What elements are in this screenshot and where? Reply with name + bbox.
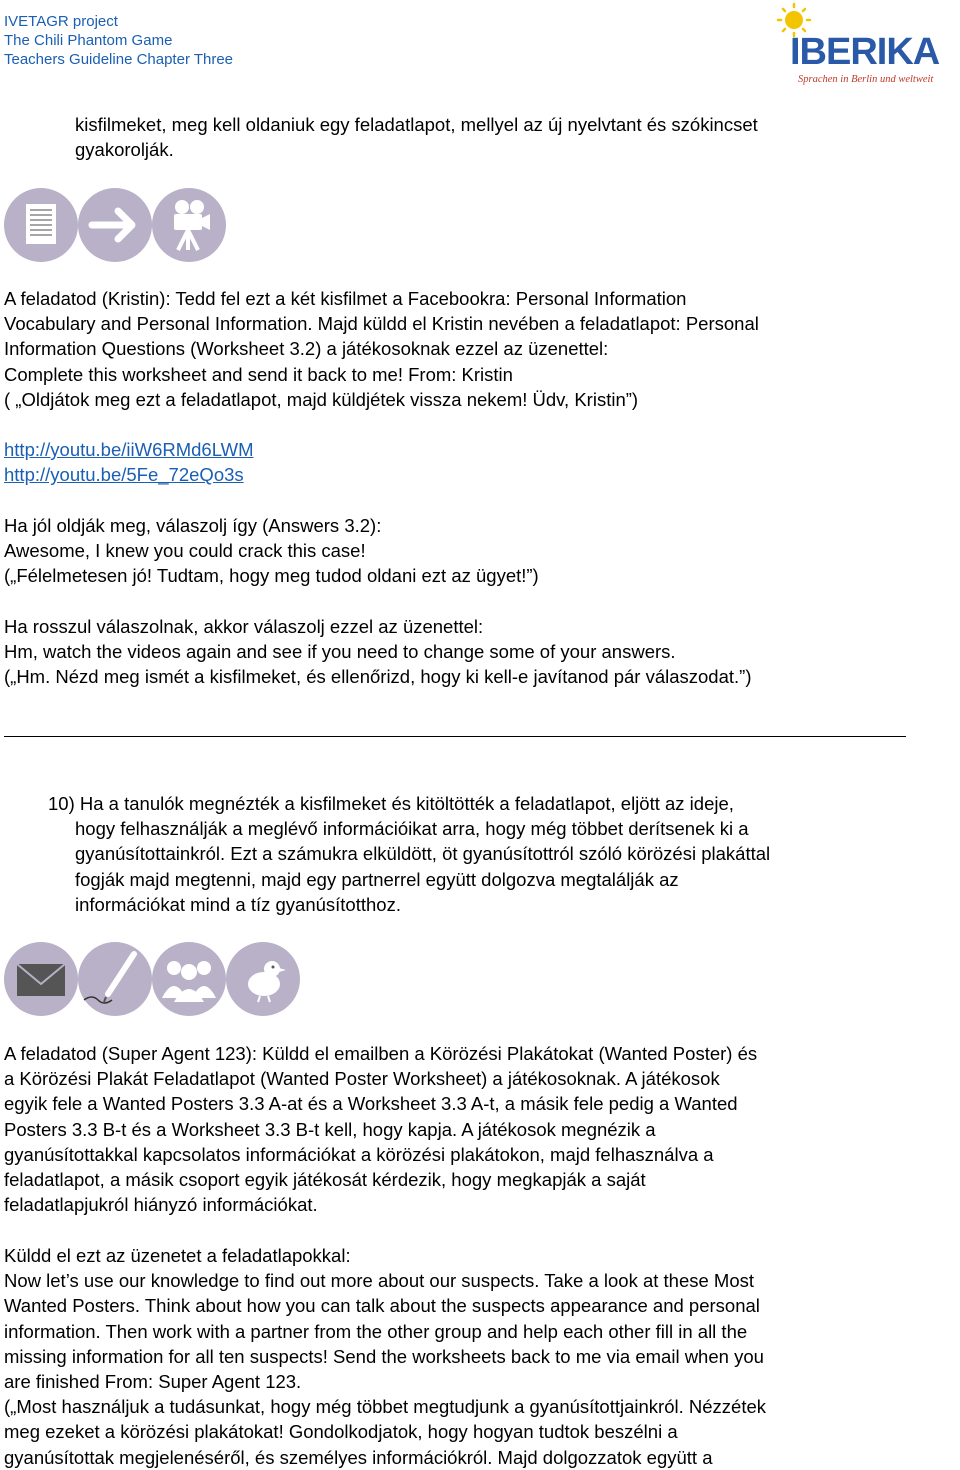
group-icon (152, 942, 226, 1016)
guideline-chapter: Teachers Guideline Chapter Three (4, 51, 234, 68)
logo-brand-text: IBERIKA (790, 31, 940, 73)
wrong-answer-reply: Ha rosszul válaszolnak, akkor válaszolj ezzel az üzenettel: Hm, watch the videos again and see if you need to change some of your answers. („Hm. Nézd meg ismét a kisfilmeket, és ellenőrizd, hogy ki kell-e javítanod pár válaszodat.”) (4, 616, 752, 688)
step-10-paragraph: 10) Ha a tanulók megnézték a kisfilmeket és kitöltötték a feladatlapot, eljött az ideje, hogy felhasználják a meglévő információikat arra, hogy még többet derítsenek ki a gyanúsítottainkról. Ezt a számukra elküldött, öt gyanúsítottról szóló körözési plakáttal fogják majd megtenni, majd egy partnerrel együtt dolgozva megtalálják az információkat mind a tíz gyanúsítotthoz. (48, 793, 771, 915)
task-kristin-paragraph: A feladatod (Kristin): Tedd fel ezt a két kisfilmet a Facebookra: Personal Information Vocabulary and Personal Information. Majd küldd el Kristin nevében a feladatlapot: Personal Information Questions (Worksheet 3.2) a játékosoknak ezzel az üzenettel: Complete this worksheet and send it back to me! From: Kristin ( „Oldjátok meg ezt a feladatlapot, majd küldjétek vissza nekem! Üdv, Kristin”) (4, 288, 759, 410)
video-link-2[interactable]: http://youtu.be/5Fe_72eQo3s (4, 464, 244, 486)
icon-row-1 (4, 188, 234, 262)
logo-tagline: Sprachen in Berlin und weltweit (798, 74, 934, 85)
arrow-icon (78, 188, 152, 262)
message-paragraph: Küldd el ezt az üzenetet a feladatlapokkal: Now let’s use our knowledge to find out more about our suspects. Take a look at these Most Wanted Posters. Think about how you can talk about the suspects appearance and personal information. Then work with a partner from the other group and help each other fill in all the missing information for all ten suspects! Send the worksheets back to me via email when you are finished From: Super Agent 123. („Most használjuk a tudásunkat, hogy még többet megtudjunk a gyanúsítottjainkról. Nézzétek meg ezeket a körözési plakátokat! Gondolkodjatok, hogy hogyan tudtok beszélni a gyanúsítottak megjelenéséről, és személyes információkról. Majd dolgozzatok együtt a (4, 1245, 767, 1468)
bird-icon (226, 942, 300, 1016)
camera-icon (152, 188, 226, 262)
icon-row-2 (4, 942, 304, 1016)
project-name: IVETAGR project (4, 13, 118, 30)
intro-paragraph: kisfilmeket, meg kell oldaniuk egy feladatlapot, mellyel az új nyelvtant és szókincset gyakorolják. (75, 114, 758, 161)
section-divider (4, 736, 906, 737)
correct-answer-reply: Ha jól oldják meg, válaszolj így (Answers 3.2): Awesome, I knew you could crack this case! („Félelmetesen jó! Tudtam, hogy meg tudod oldani ezt az ügyet!”) (4, 515, 539, 587)
video-link-1[interactable]: http://youtu.be/iiW6RMd6LWM (4, 439, 254, 460)
game-title: The Chili Phantom Game (4, 32, 173, 49)
envelope-icon (4, 942, 78, 1016)
pen-icon (78, 942, 152, 1016)
document-header (4, 12, 233, 69)
task-super-agent-paragraph: A feladatod (Super Agent 123): Küldd el emailben a Körözési Plakátokat (Wanted Poster) és a Körözési Plakát Feladatlapot (Wanted Poster Worksheet) a játékosoknak. A játékosok egyik fele a Wanted Posters 3.3 A-at és a Worksheet 3.3 A-t, a másik fele pedig a Wanted Posters 3.3 B-t és a Worksheet 3.3 B-t kell, hogy kapja. A játékosok megnézik a gyanúsítottakkal kapcsolatos információkat a körözési plakátokon, majd felhasználva a feladatlapot, a másik csoport egyik játékosát kérdezik, hogy megkapják a saját feladatlapjukról hiányzó információkat. (4, 1043, 758, 1216)
worksheet-icon (4, 188, 78, 262)
iberika-logo (772, 2, 960, 88)
video-links (4, 437, 919, 487)
